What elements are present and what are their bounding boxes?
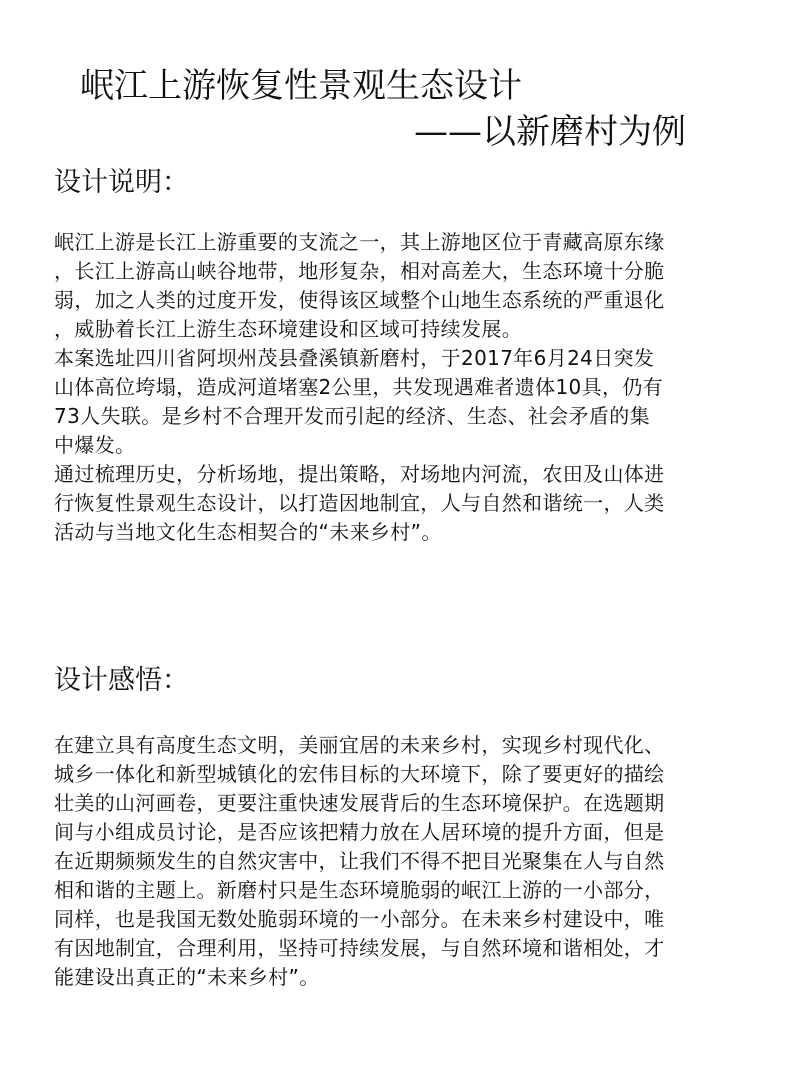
section-heading-design-description: 设计说明： (54, 167, 189, 198)
section-heading-design-reflection: 设计感悟： (54, 665, 189, 696)
text-line: ，长江上游高山峡谷地带，地形复杂，相对高差大，生态环境十分脆 (54, 259, 665, 283)
text-line: 活动与当地文化生态相契合的“未来乡村”。 (54, 520, 442, 544)
page-title: 岷江上游恢复性景观生态设计 (80, 66, 522, 106)
text-line: 通过梳理历史，分析场地，提出策略，对场地内河流，农田及山体进 (54, 462, 665, 486)
text-line: ，威胁着长江上游生态环境建设和区域可持续发展。 (54, 317, 523, 341)
design-reflection-paragraph (54, 731, 746, 992)
text-line: 在近期频频发生的自然灾害中，让我们不得不把目光聚集在人与自然 (54, 849, 665, 873)
text-line: 73人失联。是乡村不合理开发而引起的经济、生态、社会矛盾的集 (54, 404, 650, 428)
text-line: 本案选址四川省阿坝州茂县叠溪镇新磨村，于2017年6月24日突发 (54, 346, 655, 370)
text-line: 能建设出真正的“未来乡村”。 (54, 965, 320, 989)
text-line: 弱，加之人类的过度开发，使得该区域整个山地生态系统的严重退化 (54, 288, 665, 312)
text-line: 相和谐的主题上。新磨村只是生态环境脆弱的岷江上游的一小部分， (54, 878, 665, 902)
text-line: 间与小组成员讨论，是否应该把精力放在人居环境的提升方面，但是 (54, 820, 665, 844)
text-line: 壮美的山河画卷，更要注重快速发展背后的生态环境保护。在选题期 (54, 791, 665, 815)
text-line: 同样，也是我国无数处脆弱环境的一小部分。在未来乡村建设中，唯 (54, 907, 665, 931)
design-description-paragraph (54, 228, 746, 547)
text-line: 中爆发。 (54, 433, 136, 457)
text-line: 城乡一体化和新型城镇化的宏伟目标的大环境下，除了要更好的描绘 (54, 762, 665, 786)
text-line: 行恢复性景观生态设计，以打造因地制宜，人与自然和谐统一，人类 (54, 491, 665, 515)
text-line: 在建立具有高度生态文明，美丽宜居的未来乡村，实现乡村现代化、 (54, 733, 665, 757)
text-line: 有因地制宜，合理利用，坚持可持续发展，与自然环境和谐相处，才 (54, 936, 665, 960)
text-line: 岷江上游是长江上游重要的支流之一，其上游地区位于青藏高原东缘 (54, 230, 665, 254)
page-subtitle: ——以新磨村为例 (414, 112, 686, 152)
text-line: 山体高位垮塌，造成河道堵塞2公里，共发现遇难者遗体10具，仍有 (54, 375, 664, 399)
